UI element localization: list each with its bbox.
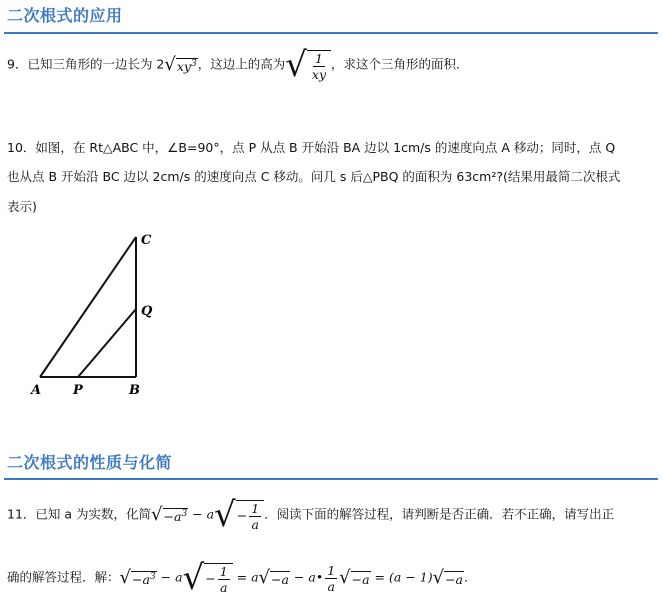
segment-pq (78, 309, 136, 377)
q11-solution: 确的解答过程．解： √ $-a^3$ − a √ − $\frac{1}{a}$ = a √ −a − a• $\frac{1}{a}$ √ −a = (a − 1) √ −a ． (7, 558, 477, 598)
q9-height-radical: √ $\frac{1}{xy}$ (285, 48, 331, 82)
q10-line-1: 10．如图，在 Rt△ABC 中，∠B=90°，点 P 从点 B 开始沿 BA 边以 1cm/s 的速度向点 A 移动；同时，点 Q (7, 140, 616, 155)
q9-suffix: ，求这个三角形的面积. (331, 56, 461, 72)
q11-suffix: ．阅读下面的解答过程，请判断是否正确．若不正确，请写出正 (264, 506, 615, 522)
q10-line-2: 也从点 B 开始沿 BC 边以 2cm/s 的速度向点 C 移动。问几 s 后△PBQ 的面积为 63cm²?(结果用最简二次根式 (7, 169, 621, 184)
q9-side-radical: √ $xy^3$ (164, 54, 197, 75)
q9-middle: ，这边上的高为 (197, 56, 286, 72)
q11-prefix: 11．已知 a 为实数，化简 (7, 506, 152, 522)
section-title: 二次根式的性质与化简 (7, 453, 173, 472)
question-9 (7, 45, 461, 85)
q10-line-3: 表示) (7, 199, 37, 214)
label-p: P (73, 383, 83, 398)
question-11: 11．已知 a 为实数，化简 √ $-a^3$ − a √ − $\frac{1}{a}$ ．阅读下面的解答过程，请判断是否正确．若不正确，请写出正 (7, 495, 615, 535)
section-title: 二次根式的应用 (7, 6, 123, 25)
q9-prefix: 9．已知三角形的一边长为 2 (7, 56, 165, 72)
q11-radical-1: √ $-a^3$ (151, 504, 188, 525)
label-b: B (129, 383, 140, 398)
label-c: C (141, 233, 152, 248)
q11-radical-2: √ − $\frac{1}{a}$ (214, 498, 264, 532)
side-ac (40, 237, 136, 377)
label-a: A (31, 383, 42, 398)
section-divider (4, 478, 658, 480)
q11-line2-prefix: 确的解答过程．解： (7, 569, 120, 585)
triangle-figure (0, 225, 180, 405)
section-divider (4, 32, 658, 34)
label-q: Q (141, 304, 153, 319)
